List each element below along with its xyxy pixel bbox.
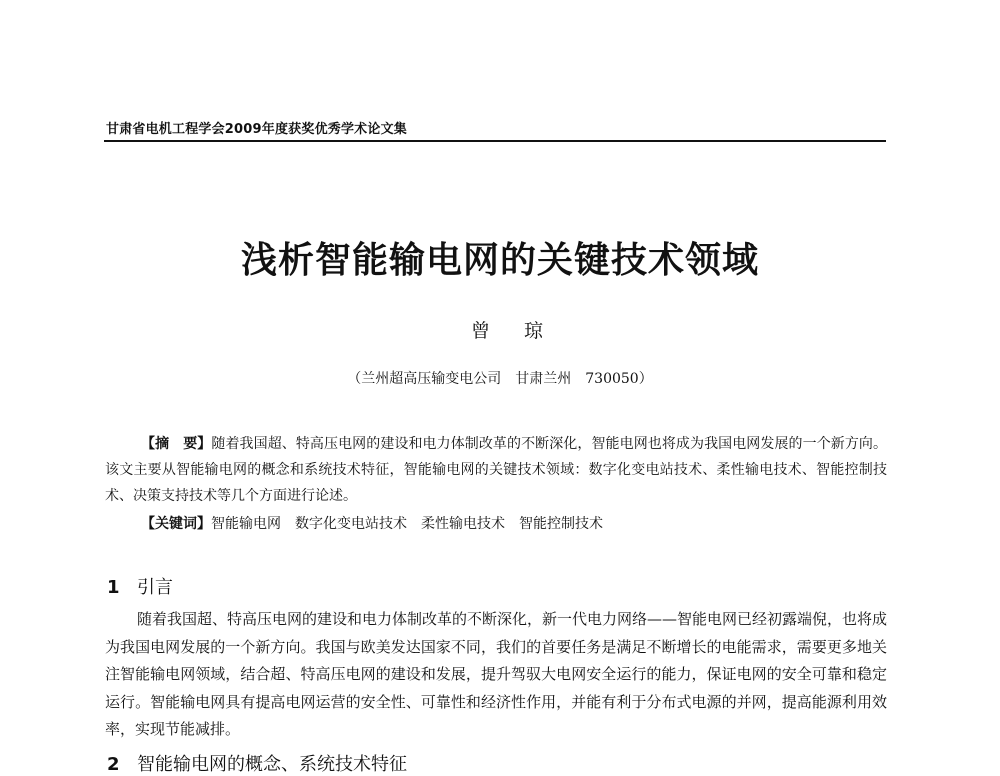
keywords-line [141, 513, 603, 533]
section-number: 2 [107, 754, 120, 775]
section-number: 1 [107, 577, 120, 598]
header-rule [104, 140, 886, 142]
abstract-paragraph [105, 431, 887, 509]
introduction-paragraph: 随着我国超、特高压电网的建设和电力体制改革的不断深化，新一代电力网络——智能电网已经初露端倪，也将成为我国电网发展的一个新方向。我国与欧美发达国家不同，我们的首要任务是满足不断增长的电能需求，需要更多地关注智能输电网领域，结合超、特高压电网的建设和发展，提升驾驭大电网安全运行的能力，保证电网的安全可靠和稳定运行。智能输电网具有提高电网运营的安全性、可靠性和经济性作用，并能有利于分布式电源的并网，提高能源利用效率，实现节能减排。 [105, 610, 888, 738]
keywords-label: 【关键词】 [141, 516, 211, 532]
section-heading-concept [107, 750, 407, 776]
author-name: 曾 琼 [470, 320, 558, 342]
author-affiliation: （兰州超高压输变电公司 甘肃兰州 730050） [347, 371, 653, 387]
section-title: 智能输电网的概念、系统技术特征 [137, 754, 407, 775]
abstract-text: 随着我国超、特高压电网的建设和电力体制改革的不断深化，智能电网也将成为我国电网发展的一个新方向。该文主要从智能输电网的概念和系统技术特征，智能输电网的关键技术领域：数字化变电站技术、柔性输电技术、智能控制技术、决策支持技术等几个方面进行论述。 [105, 436, 888, 504]
introduction-body [105, 606, 887, 744]
article-title: 浅析智能输电网的关键技术领域 [240, 239, 759, 281]
abstract-label: 【摘 要】 [141, 436, 212, 452]
section-title: 引言 [137, 577, 173, 598]
running-header: 甘肃省电机工程学会2009年度获奖优秀学术论文集 [106, 122, 407, 137]
abstract-block [105, 431, 887, 509]
section-heading-introduction [107, 573, 173, 599]
keywords-text: 智能输电网 数字化变电站技术 柔性输电技术 智能控制技术 [211, 516, 603, 532]
